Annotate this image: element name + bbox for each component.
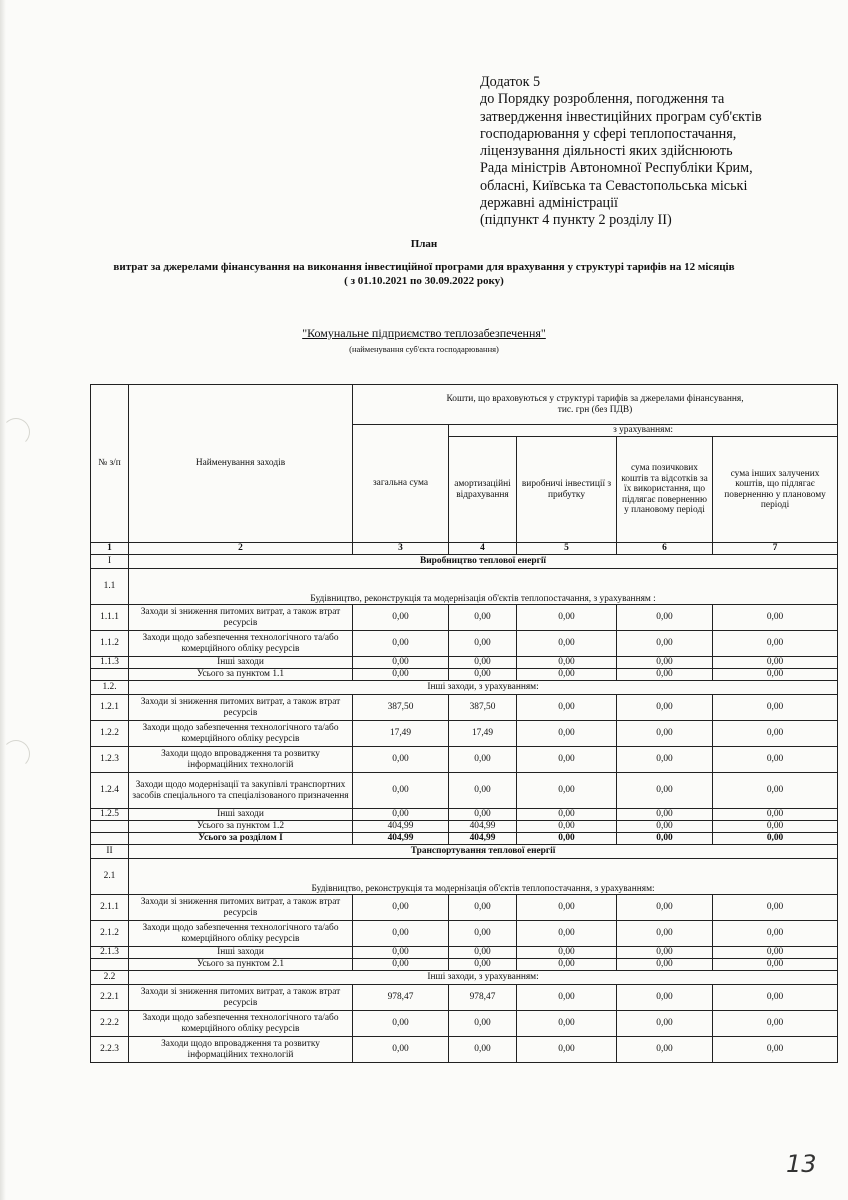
appendix-line: Додаток 5 xyxy=(480,74,541,90)
amortization-value: 0,00 xyxy=(449,921,517,947)
other-funds-value: 0,00 xyxy=(713,921,838,947)
investment-value: 0,00 xyxy=(517,1037,617,1063)
measure-name: Усього за пунктом 2.1 xyxy=(129,959,353,971)
row-number: 2.1.3 xyxy=(91,947,129,959)
amortization-value: 0,00 xyxy=(449,1011,517,1037)
measure-name: Заходи зі зниження питомих витрат, а також втрат ресурсів xyxy=(129,895,353,921)
loans-value: 0,00 xyxy=(617,809,713,821)
section-row xyxy=(91,845,838,859)
document-title: План xyxy=(410,238,438,250)
measure-name: Заходи зі зниження питомих витрат, а також втрат ресурсів xyxy=(129,985,353,1011)
measure-name: Усього за пунктом 1.1 xyxy=(129,669,353,681)
subsection-title: Будівництво, реконструкція та модернізація об'єктів теплопостачання, з урахуванням : xyxy=(129,569,838,605)
investment-value: 0,00 xyxy=(517,721,617,747)
appendix-line: Рада міністрів Автономної Республіки Крим, xyxy=(480,160,753,177)
row-number: 2.1.1 xyxy=(91,895,129,921)
table-row xyxy=(91,947,838,959)
column-number: 3 xyxy=(353,543,449,555)
subsection-row xyxy=(91,681,838,695)
investment-value: 0,00 xyxy=(517,747,617,773)
appendix-line: господарювання у сфері теплопостачання, xyxy=(480,125,737,142)
investment-value: 0,00 xyxy=(517,631,617,657)
row-number: 1.1.3 xyxy=(91,657,129,669)
appendix-line: до Порядку розроблення, погодження та xyxy=(480,91,725,108)
total-sum: 0,00 xyxy=(353,631,449,657)
loans-value: 0,00 xyxy=(617,959,713,971)
row-number: 1.2.3 xyxy=(91,747,129,773)
appendix-line: обласні, Київська та Севастопольська міські xyxy=(480,177,748,194)
total-sum: 404,99 xyxy=(353,833,449,845)
row-number xyxy=(91,821,129,833)
appendix-block xyxy=(480,74,820,230)
amortization-value: 404,99 xyxy=(449,833,517,845)
measure-name: Інші заходи xyxy=(129,657,353,669)
column-number: 6 xyxy=(617,543,713,555)
scan-edge xyxy=(0,0,6,1200)
other-funds-value: 0,00 xyxy=(713,695,838,721)
investment-value: 0,00 xyxy=(517,821,617,833)
other-funds-value: 0,00 xyxy=(713,895,838,921)
investment-value: 0,00 xyxy=(517,947,617,959)
total-sum: 0,00 xyxy=(353,1037,449,1063)
total-sum: 0,00 xyxy=(353,605,449,631)
loans-value: 0,00 xyxy=(617,921,713,947)
other-funds-value: 0,00 xyxy=(713,747,838,773)
table-row xyxy=(91,821,838,833)
header-group: Кошти, що враховуються у структурі тарифів за джерелами фінансування, тис. грн (без ПДВ) xyxy=(353,385,838,425)
row-number: 1.2.2 xyxy=(91,721,129,747)
amortization-value: 0,00 xyxy=(449,1037,517,1063)
column-number: 1 xyxy=(91,543,129,555)
measure-name: Заходи щодо модернізації та закупівлі транспортних засобів спеціального та спеціалізованого призначення xyxy=(129,773,353,809)
total-sum: 0,00 xyxy=(353,773,449,809)
table-row xyxy=(91,809,838,821)
loans-value: 0,00 xyxy=(617,669,713,681)
table-row xyxy=(91,1037,838,1063)
total-sum: 387,50 xyxy=(353,695,449,721)
other-funds-value: 0,00 xyxy=(713,809,838,821)
handwritten-page-number: 13 xyxy=(786,1150,817,1178)
row-number xyxy=(91,669,129,681)
loans-value: 0,00 xyxy=(617,631,713,657)
investment-value: 0,00 xyxy=(517,1011,617,1037)
table-row xyxy=(91,605,838,631)
other-funds-value: 0,00 xyxy=(713,605,838,631)
table-row xyxy=(91,921,838,947)
punch-hole-mark xyxy=(2,418,30,446)
appendix-line: державні адміністрації xyxy=(480,195,618,212)
row-number: 1.2.1 xyxy=(91,695,129,721)
row-number: 2.1 xyxy=(91,859,129,895)
table-row xyxy=(91,657,838,669)
total-sum: 17,49 xyxy=(353,721,449,747)
amortization-value: 978,47 xyxy=(449,985,517,1011)
other-funds-value: 0,00 xyxy=(713,1037,838,1063)
measure-name: Заходи зі зниження питомих витрат, а також втрат ресурсів xyxy=(129,605,353,631)
loans-value: 0,00 xyxy=(617,773,713,809)
subsection-title: Інші заходи, з урахуванням: xyxy=(129,971,838,985)
measure-name: Заходи щодо забезпечення технологічного та/або комерційного обліку ресурсів xyxy=(129,721,353,747)
table-row xyxy=(91,959,838,971)
other-funds-value: 0,00 xyxy=(713,1011,838,1037)
subsection-row xyxy=(91,859,838,895)
table-row xyxy=(91,895,838,921)
appendix-line: затвердження інвестиційних програм суб'єктів xyxy=(480,108,762,125)
total-sum: 0,00 xyxy=(353,959,449,971)
amortization-value: 0,00 xyxy=(449,773,517,809)
measure-name: Заходи щодо впровадження та розвитку інформаційних технологій xyxy=(129,1037,353,1063)
header-including: з урахуванням: xyxy=(449,425,838,437)
row-number: 1.2. xyxy=(91,681,129,695)
other-funds-value: 0,00 xyxy=(713,985,838,1011)
loans-value: 0,00 xyxy=(617,985,713,1011)
section-row xyxy=(91,555,838,569)
loans-value: 0,00 xyxy=(617,721,713,747)
measure-name: Заходи щодо забезпечення технологічного та/або комерційного обліку ресурсів xyxy=(129,631,353,657)
subsection-title: Інші заходи, з урахуванням: xyxy=(129,681,838,695)
loans-value: 0,00 xyxy=(617,605,713,631)
row-number: I xyxy=(91,555,129,569)
column-number: 4 xyxy=(449,543,517,555)
other-funds-value: 0,00 xyxy=(713,669,838,681)
amortization-value: 404,99 xyxy=(449,821,517,833)
loans-value: 0,00 xyxy=(617,947,713,959)
measure-name: Заходи щодо впровадження та розвитку інформаційних технологій xyxy=(129,747,353,773)
investment-value: 0,00 xyxy=(517,657,617,669)
total-sum: 404,99 xyxy=(353,821,449,833)
amortization-value: 0,00 xyxy=(449,895,517,921)
amortization-value: 0,00 xyxy=(449,631,517,657)
plan-table xyxy=(90,384,838,1063)
amortization-value: 0,00 xyxy=(449,747,517,773)
total-sum: 0,00 xyxy=(353,921,449,947)
table-row xyxy=(91,833,838,845)
measure-name: Усього за розділом I xyxy=(129,833,353,845)
loans-value: 0,00 xyxy=(617,695,713,721)
investment-value: 0,00 xyxy=(517,959,617,971)
row-number: II xyxy=(91,845,129,859)
table-row xyxy=(91,721,838,747)
subtitle-line: витрат за джерелами фінансування на виконання інвестиційної програми для врахування у структурі тарифів на 12 місяців xyxy=(113,261,735,273)
total-sum: 978,47 xyxy=(353,985,449,1011)
subsection-row xyxy=(91,569,838,605)
row-number: 1.1.2 xyxy=(91,631,129,657)
row-number: 1.1.1 xyxy=(91,605,129,631)
other-funds-value: 0,00 xyxy=(713,773,838,809)
loans-value: 0,00 xyxy=(617,657,713,669)
other-funds-value: 0,00 xyxy=(713,959,838,971)
loans-value: 0,00 xyxy=(617,833,713,845)
amortization-value: 0,00 xyxy=(449,657,517,669)
table-row xyxy=(91,1011,838,1037)
header-no: № з/п xyxy=(91,385,129,543)
header-name: Найменування заходів xyxy=(129,385,353,543)
loans-value: 0,00 xyxy=(617,821,713,833)
investment-value: 0,00 xyxy=(517,985,617,1011)
loans-value: 0,00 xyxy=(617,747,713,773)
amortization-value: 0,00 xyxy=(449,605,517,631)
table-row xyxy=(91,773,838,809)
row-number: 1.2.4 xyxy=(91,773,129,809)
row-number: 2.2.3 xyxy=(91,1037,129,1063)
measure-name: Заходи щодо забезпечення технологічного та/або комерційного обліку ресурсів xyxy=(129,1011,353,1037)
other-funds-value: 0,00 xyxy=(713,721,838,747)
other-funds-value: 0,00 xyxy=(713,657,838,669)
header-investments: виробничі інвестиції з прибутку xyxy=(517,437,617,543)
punch-hole-mark xyxy=(2,740,30,768)
amortization-value: 0,00 xyxy=(449,947,517,959)
other-funds-value: 0,00 xyxy=(713,833,838,845)
investment-value: 0,00 xyxy=(517,833,617,845)
column-number: 5 xyxy=(517,543,617,555)
organization-name: "Комунальне підприємство теплозабезпечення" xyxy=(302,326,546,340)
appendix-line: (підпункт 4 пункту 2 розділу II) xyxy=(480,212,672,229)
measure-name: Заходи зі зниження питомих витрат, а також втрат ресурсів xyxy=(129,695,353,721)
other-funds-value: 0,00 xyxy=(713,821,838,833)
investment-value: 0,00 xyxy=(517,921,617,947)
total-sum: 0,00 xyxy=(353,947,449,959)
appendix-line: ліцензування діяльності яких здійснюють xyxy=(480,143,733,160)
header-total: загальна сума xyxy=(353,425,449,543)
total-sum: 0,00 xyxy=(353,657,449,669)
section-title: Транспортування теплової енергії xyxy=(129,845,838,859)
row-number: 2.2.1 xyxy=(91,985,129,1011)
total-sum: 0,00 xyxy=(353,895,449,921)
column-number: 2 xyxy=(129,543,353,555)
row-number xyxy=(91,833,129,845)
table-row xyxy=(91,747,838,773)
row-number: 2.1.2 xyxy=(91,921,129,947)
total-sum: 0,00 xyxy=(353,809,449,821)
measure-name: Інші заходи xyxy=(129,947,353,959)
amortization-value: 17,49 xyxy=(449,721,517,747)
amortization-value: 0,00 xyxy=(449,959,517,971)
row-number: 2.2.2 xyxy=(91,1011,129,1037)
other-funds-value: 0,00 xyxy=(713,631,838,657)
measure-name: Усього за пунктом 1.2 xyxy=(129,821,353,833)
investment-value: 0,00 xyxy=(517,809,617,821)
measure-name: Інші заходи xyxy=(129,809,353,821)
table-row xyxy=(91,631,838,657)
row-number: 2.2 xyxy=(91,971,129,985)
investment-value: 0,00 xyxy=(517,695,617,721)
measure-name: Заходи щодо забезпечення технологічного та/або комерційного обліку ресурсів xyxy=(129,921,353,947)
subsection-row xyxy=(91,971,838,985)
table-row xyxy=(91,669,838,681)
investment-value: 0,00 xyxy=(517,773,617,809)
amortization-value: 0,00 xyxy=(449,669,517,681)
loans-value: 0,00 xyxy=(617,895,713,921)
amortization-value: 387,50 xyxy=(449,695,517,721)
investment-value: 0,00 xyxy=(517,605,617,631)
row-number xyxy=(91,959,129,971)
total-sum: 0,00 xyxy=(353,669,449,681)
loans-value: 0,00 xyxy=(617,1011,713,1037)
subtitle-line: ( з 01.10.2021 по 30.09.2022 року) xyxy=(344,275,504,287)
table-row xyxy=(91,695,838,721)
section-title: Виробництво теплової енергії xyxy=(129,555,838,569)
table-row xyxy=(91,985,838,1011)
row-number: 1.1 xyxy=(91,569,129,605)
total-sum: 0,00 xyxy=(353,1011,449,1037)
other-funds-value: 0,00 xyxy=(713,947,838,959)
subsection-title: Будівництво, реконструкція та модернізація об'єктів теплопостачання, з урахуванням: xyxy=(129,859,838,895)
column-number: 7 xyxy=(713,543,838,555)
loans-value: 0,00 xyxy=(617,1037,713,1063)
total-sum: 0,00 xyxy=(353,747,449,773)
header-other-funds: сума інших залучених коштів, що підлягає поверненню у плановому періоді xyxy=(713,437,838,543)
investment-value: 0,00 xyxy=(517,895,617,921)
investment-value: 0,00 xyxy=(517,669,617,681)
organization-caption: (найменування суб'єкта господарювання) xyxy=(349,344,499,354)
amortization-value: 0,00 xyxy=(449,809,517,821)
header-loans: сума позичкових коштів та відсотків за їх використання, що підлягає поверненню у плановому періоді xyxy=(617,437,713,543)
row-number: 1.2.5 xyxy=(91,809,129,821)
document-subtitle xyxy=(0,260,848,288)
header-amortization: амортизаційні відрахування xyxy=(449,437,517,543)
